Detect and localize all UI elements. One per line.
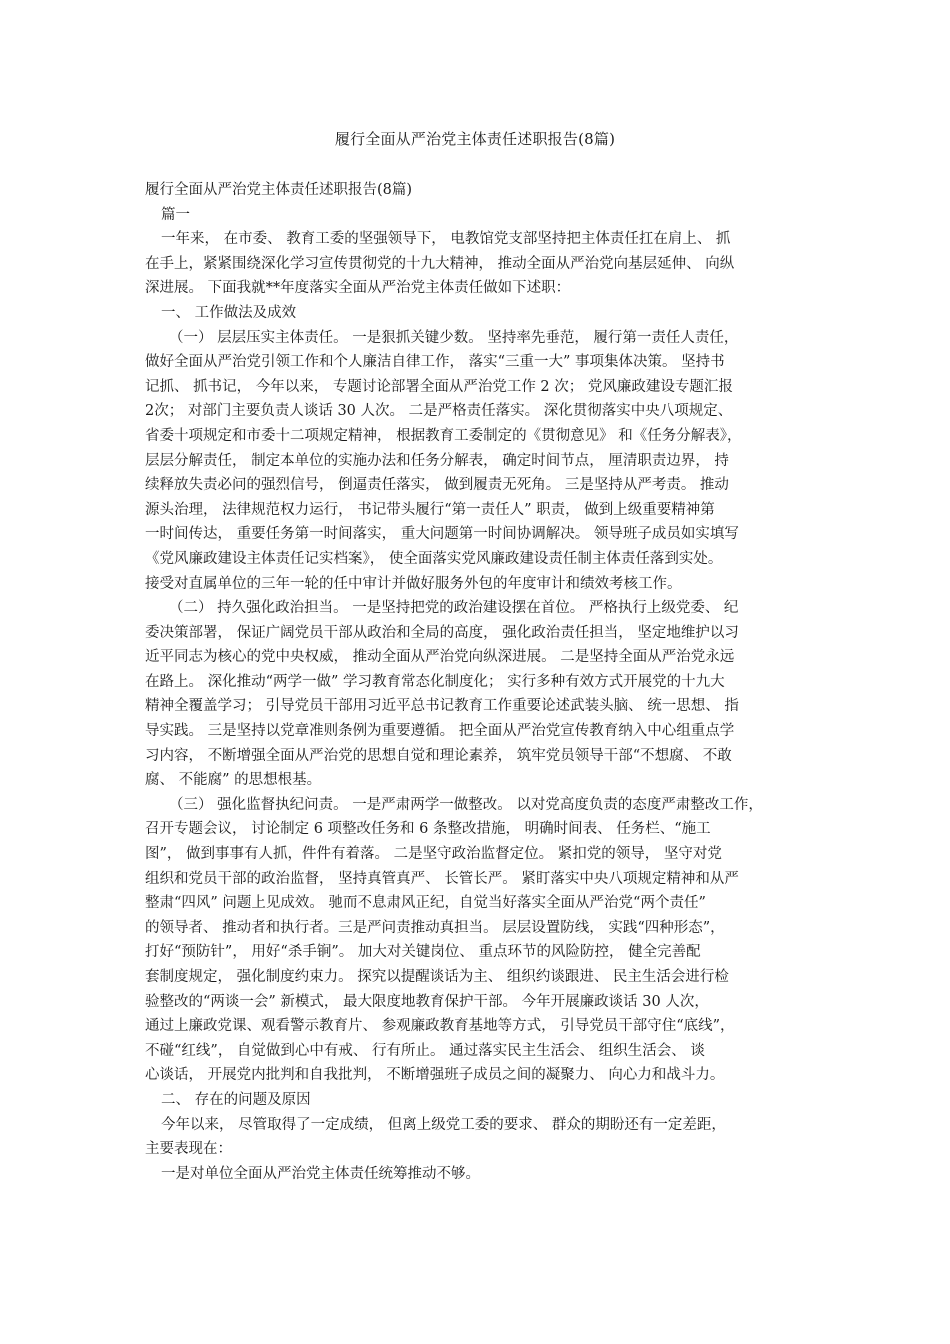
text-line: 《党风廉政建设主体责任记实档案》， 使全面落实党风廉政建设责任制主体责任落到实处。 — [145, 550, 723, 567]
text-line: 整肃“四风” 问题上见成效。 驰而不息肃风正纪，自觉当好落实全面从严治党“两个责任” — [145, 895, 706, 912]
text-line: 记抓、 抓书记， 今年以来， 专题讨论部署全面从严治党工作 2 次； 党风廉政建设专题汇报 — [145, 378, 733, 395]
text-line: 今年以来， 尽管取得了一定成绩， 但离上级党工委的要求、 群众的期盼还有一定差距， — [161, 1116, 726, 1133]
text-line: 打好“预防针”， 用好“杀手锏”。 加大对关键岗位、 重点环节的风险防控， 健全完善配 — [145, 944, 701, 961]
text-line: 省委十项规定和市委十二项规定精神， 根据教育工委制定的《贯彻意见》 和《任务分解表》， — [145, 427, 742, 444]
text-line: 续释放失责必问的强烈信号， 倒逼责任落实， 做到履责无死角。 三是坚持从严考责。 推动 — [145, 477, 729, 494]
text-line: 层层分解责任， 制定本单位的实施办法和任务分解表， 确定时间节点， 厘清职责边界， 持 — [145, 452, 729, 469]
text-line: 套制度规定， 强化制度约束力。 探究以提醒谈话为主、 组织约谈跟进、 民主生活会进行检 — [145, 969, 729, 985]
text-line: 接受对直属单位的三年一轮的任中审计并做好服务外包的年度审计和绩效考核工作。 — [145, 575, 682, 592]
text-line: 源头治理， 法律规范权力运行， 书记带头履行“第一责任人” 职责， 做到上级重要精神第 — [145, 501, 715, 518]
text-line: 一、 工作做法及成效 — [161, 304, 297, 321]
text-line: 一年来， 在市委、 教育工委的坚强领导下， 电教馆党支部坚持把主体责任扛在肩上、 抓 — [161, 231, 731, 248]
document-title: 履行全面从严治党主体责任述职报告(8篇) — [334, 130, 616, 148]
text-line: 组织和党员干部的政治监督， 坚持真管真严、 长管长严。 紧盯落实中央八项规定精神和从严 — [145, 870, 739, 887]
text-line: 通过上廉政党课、观看警示教育片、 参观廉政教育基地等方式， 引导党员干部守住“底线”， — [145, 1018, 735, 1035]
text-line: （一） 层层压实主体责任。 一是狠抓关键少数。 坚持率先垂范， 履行第一责任人责任， — [169, 329, 739, 346]
text-line: 一是对单位全面从严治党主体责任统筹推动不够。 — [161, 1165, 480, 1182]
text-line: 导实践。 三是坚持以党章准则条例为重要遵循。 把全面从严治党宣传教育纳入中心组重点学 — [145, 723, 735, 740]
text-line: 深进展。 下面我就**年度落实全面从严治党主体责任做如下述职： — [145, 280, 571, 297]
text-line: 在手上，紧紧围绕深化学习宣传贯彻党的十九大精神， 推动全面从严治党向基层延伸、 向纵 — [145, 255, 735, 272]
text-line: 主要表现在： — [145, 1141, 232, 1158]
document-body — [145, 178, 813, 1186]
text-line: 的领导者、 推动者和执行者。三是严问责推动真担当。 层层设置防线， 实践“四种形态”， — [145, 919, 725, 936]
text-line: 一时间传达， 重要任务第一时间落实， 重大问题第一时间协调解决。 领导班子成员如实填写 — [145, 526, 739, 543]
text-line: 心谈话， 开展党内批判和自我批判， 不断增强班子成员之间的凝聚力、 向心力和战斗力。 — [145, 1067, 725, 1084]
text-line: 委决策部署， 保证广阔党员干部从政治和全局的高度， 强化政治责任担当， 坚定地维护以习 — [145, 624, 739, 641]
text-line: 履行全面从严治党主体责任述职报告(8篇) — [145, 182, 413, 198]
text-line: 图”， 做到事事有人抓，件件有着落。 二是坚守政治监督定位。 紧扣党的领导， 坚守对党 — [145, 846, 722, 863]
text-line: 验整改的“两谈一会” 新模式， 最大限度地教育保护干部。 今年开展廉政谈话 30 人次， — [145, 993, 709, 1010]
text-line: （三） 强化监督执纪问责。 一是严肃两学一做整改。 以对党高度负责的态度严肃整改工作， — [169, 796, 763, 813]
text-line: 习内容， 不断增强全面从严治党的思想自觉和理论素养， 筑牢党员领导干部“不想腐、 不敢 — [145, 747, 732, 764]
text-line: 不碰“红线”， 自觉做到心中有戒、 行有所止。 通过落实民主生活会、 组织生活会、 谈 — [145, 1042, 705, 1059]
text-line: 召开专题会议， 讨论制定 6 项整改任务和 6 条整改措施， 明确时间表、 任务栏、“施工 — [145, 821, 711, 838]
text-line: 腐、 不能腐” 的思想根基。 — [145, 772, 322, 789]
text-line: 篇一 — [161, 206, 190, 223]
text-line: 2次； 对部门主要负责人谈话 30 人次。 二是严格责任落实。 深化贯彻落实中央八项规定、 — [145, 403, 733, 420]
text-line: 近平同志为核心的党中央权威， 推动全面从严治党向纵深进展。 二是坚持全面从严治党永远 — [145, 649, 735, 666]
text-line: 精神全覆盖学习； 引导党员干部用习近平总书记教育工作重要论述武装头脑、 统一思想、 指 — [145, 698, 739, 715]
text-line: 做好全面从严治党引领工作和个人廉洁自律工作， 落实“三重一大” 事项集体决策。 坚持书 — [145, 354, 725, 371]
text-line: 在路上。 深化推动“两学一做” 学习教育常态化制度化； 实行多种有效方式开展党的十九大 — [145, 673, 725, 690]
text-line: （二） 持久强化政治担当。 一是坚持把党的政治建设摆在首位。 严格执行上级党委、 纪 — [169, 600, 739, 617]
text-line: 二、 存在的问题及原因 — [161, 1091, 311, 1108]
